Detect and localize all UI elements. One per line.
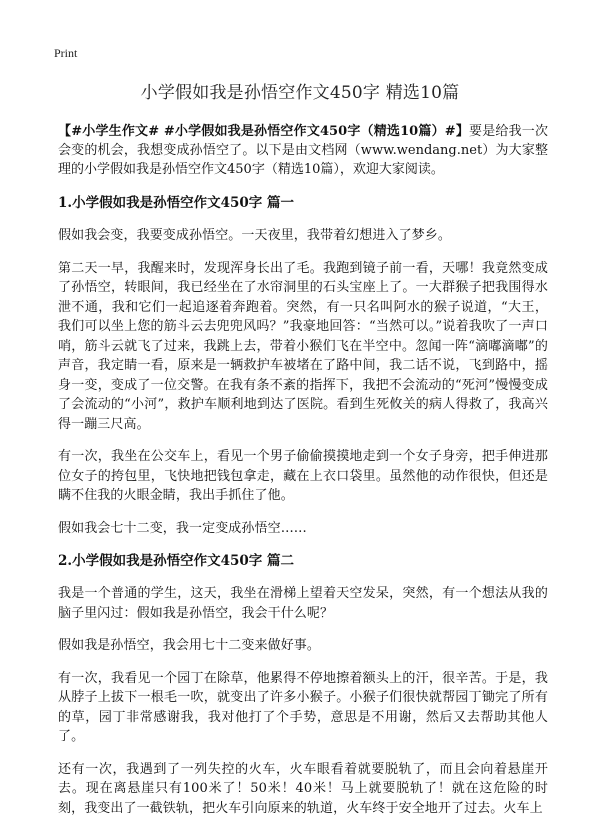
paragraph: 有一次，我看见一个园丁在除草，他累得不停地擦着额头上的汗，很辛苦。于是，我从脖子上拔下一根毛一吹，就变出了许多小猴子。小猴子们很快就帮园丁锄完了所有的草，园丁非常感谢我，我对他打了个手势，意思是不用谢，然后又去帮助其他人了。 bbox=[58, 670, 548, 744]
intro-text: 要是给我一次会变的机会，我想变成孙悟空了。以下是由文档网（www.wendang.net）为大家整理的小学假如我是孙悟空作文450字（精选10篇），欢迎大家阅读。 bbox=[58, 124, 548, 177]
paragraph: 还有一次，我遇到了一列失控的火车，火车眼看着就要脱轨了，而且会向着悬崖开去。现在离悬崖只有100米了！50米！40米！马上就要脱轨了！就在这危险的时刻，我变出了一截铁轨，把火车引向原来的轨道，火车终于安全地开了过去。火车上 bbox=[58, 761, 548, 816]
section-heading: 2.小学假如我是孙悟空作文450字 篇二 bbox=[58, 553, 294, 569]
print-link[interactable]: Print bbox=[54, 46, 78, 60]
section-2 bbox=[58, 551, 548, 818]
intro-paragraph bbox=[58, 122, 548, 179]
paragraph: 第二天一早，我醒来时，发现浑身长出了毛。我跑到镜子前一看，天哪！我竟然变成了孙悟空，转眼间，我已经坐在了水帘洞里的石头宝座上了。一大群猴子把我围得水泄不通，我和它们一起追逐着奔跑着。突然，有一只名叫阿水的猴子说道，“大王，我们可以坐上您的筋斗云去兜兜风吗？”我豪地回答：“当然可以。”说着我吹了一声口哨，筋斗云就飞了过来，我跳上去，带着小猴们飞在半空中。忽闻一阵“滴嘟滴嘟”的声音，我定睛一看，原来是一辆救护车被堵在了路中间，我二话不说，飞到路中，摇身一变，变成了一位交警。在我有条不紊的指挥下，我把不会流动的“死河”慢慢变成了会流动的“小河”，救护车顺利地到达了医院。看到生死攸关的病人得救了，我高兴得一蹦三尺高。 bbox=[58, 260, 548, 432]
page-title: 小学假如我是孙悟空作文450字 精选10篇 bbox=[140, 83, 460, 103]
intro-tags: 【#小学生作文# #小学假如我是孙悟空作文450字（精选10篇）#】 bbox=[58, 124, 470, 139]
paragraph: 我是一个普通的学生，这天，我坐在滑梯上望着天空发呆，突然，有一个想法从我的脑子里闪过：假如我是孙悟空，我会干什么呢？ bbox=[58, 586, 548, 621]
paragraph: 假如我是孙悟空，我会用七十二变来做好事。 bbox=[58, 638, 321, 653]
article-body bbox=[58, 122, 548, 828]
paragraph: 假如我会七十二变，我一定变成孙悟空…… bbox=[58, 520, 307, 536]
section-1 bbox=[58, 193, 548, 538]
section-heading: 1.小学假如我是孙悟空作文450字 篇一 bbox=[58, 195, 294, 211]
paragraph: 有一次，我坐在公交车上，看见一个男子偷偷摸摸地走到一个女子身旁，把手伸进那位女子的挎包里，飞快地把钱包拿走，藏在上衣口袋里。虽然他的动作很快，但还是瞒不住我的火眼金睛，我出手抓住了他。 bbox=[58, 449, 548, 503]
paragraph: 假如我会变，我要变成孙悟空。一天夜里，我带着幻想进入了梦乡。 bbox=[58, 228, 452, 243]
